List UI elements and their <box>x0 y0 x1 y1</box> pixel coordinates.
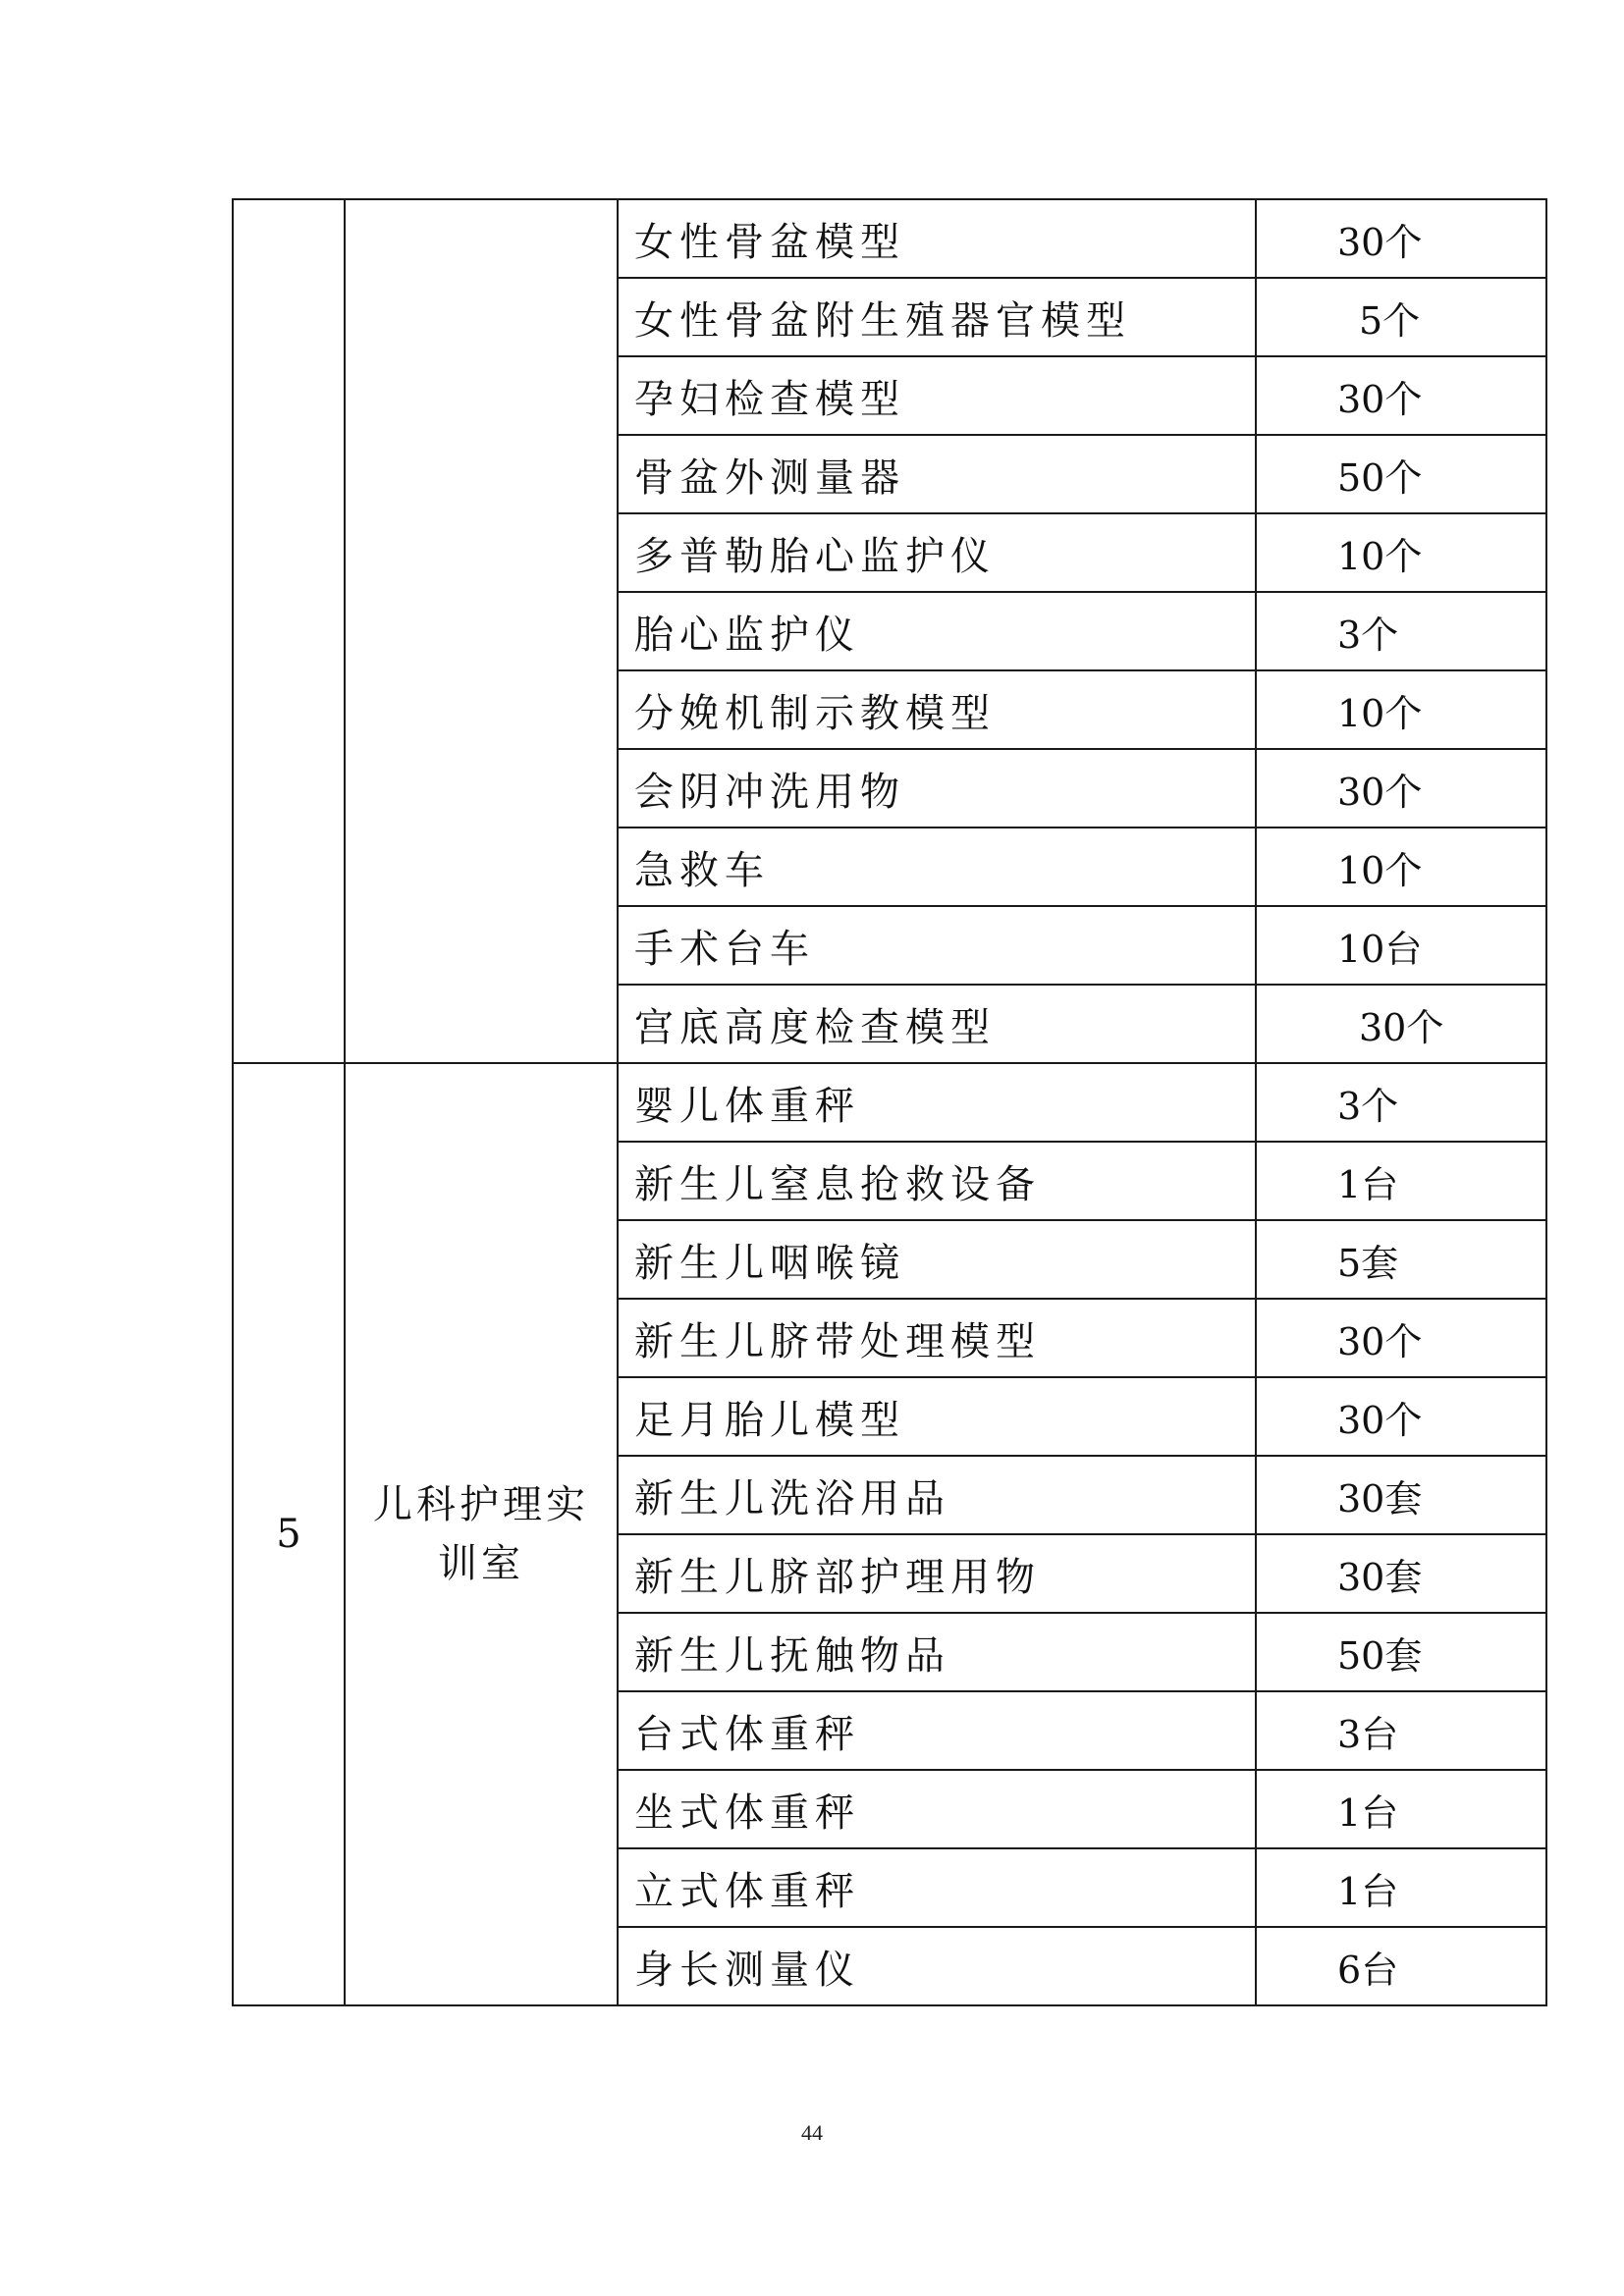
equipment-name: 急救车 <box>618 828 1256 906</box>
equipment-name: 宫底高度检查模型 <box>618 985 1256 1063</box>
equipment-name: 新生儿咽喉镜 <box>618 1220 1256 1299</box>
equipment-quantity: 30套 <box>1256 1534 1546 1613</box>
equipment-name: 胎心监护仪 <box>618 592 1256 670</box>
equipment-quantity: 30个 <box>1256 1377 1546 1456</box>
section-number-cell: 5 <box>233 1063 345 2005</box>
equipment-name: 女性骨盆模型 <box>618 199 1256 278</box>
equipment-name: 身长测量仪 <box>618 1927 1256 2005</box>
equipment-quantity: 3个 <box>1256 1063 1546 1142</box>
equipment-quantity: 3台 <box>1256 1691 1546 1770</box>
equipment-name: 新生儿脐部护理用物 <box>618 1534 1256 1613</box>
equipment-quantity: 1台 <box>1256 1770 1546 1848</box>
page-number: 44 <box>801 2120 823 2145</box>
equipment-name: 骨盆外测量器 <box>618 435 1256 513</box>
section-number-cell <box>233 199 345 1063</box>
equipment-name: 会阴冲洗用物 <box>618 749 1256 828</box>
equipment-name: 新生儿洗浴用品 <box>618 1456 1256 1534</box>
equipment-name: 女性骨盆附生殖器官模型 <box>618 278 1256 356</box>
equipment-quantity: 30个 <box>1256 985 1546 1063</box>
equipment-quantity: 10台 <box>1256 906 1546 985</box>
equipment-name: 婴儿体重秤 <box>618 1063 1256 1142</box>
equipment-table <box>232 198 1547 2006</box>
equipment-name: 台式体重秤 <box>618 1691 1256 1770</box>
table-row <box>233 199 1546 278</box>
equipment-name: 坐式体重秤 <box>618 1770 1256 1848</box>
equipment-quantity: 5套 <box>1256 1220 1546 1299</box>
equipment-name: 新生儿脐带处理模型 <box>618 1299 1256 1377</box>
equipment-quantity: 30个 <box>1256 749 1546 828</box>
equipment-name: 新生儿抚触物品 <box>618 1613 1256 1691</box>
equipment-name: 多普勒胎心监护仪 <box>618 513 1256 592</box>
room-name-cell <box>345 199 618 1063</box>
room-name-line: 儿科护理实 <box>373 1482 589 1527</box>
equipment-quantity: 30个 <box>1256 1299 1546 1377</box>
equipment-name: 孕妇检查模型 <box>618 356 1256 435</box>
equipment-quantity: 50个 <box>1256 435 1546 513</box>
equipment-name: 分娩机制示教模型 <box>618 670 1256 749</box>
equipment-quantity: 50套 <box>1256 1613 1546 1691</box>
equipment-quantity: 5个 <box>1256 278 1546 356</box>
equipment-quantity: 30个 <box>1256 356 1546 435</box>
equipment-name: 手术台车 <box>618 906 1256 985</box>
equipment-quantity: 30套 <box>1256 1456 1546 1534</box>
equipment-quantity: 30个 <box>1256 199 1546 278</box>
room-name-cell <box>345 1063 618 2005</box>
equipment-quantity: 1台 <box>1256 1142 1546 1220</box>
equipment-quantity: 1台 <box>1256 1848 1546 1927</box>
equipment-quantity: 10个 <box>1256 513 1546 592</box>
room-name-line: 训室 <box>438 1541 524 1586</box>
equipment-name: 新生儿窒息抢救设备 <box>618 1142 1256 1220</box>
equipment-quantity: 3个 <box>1256 592 1546 670</box>
equipment-quantity: 10个 <box>1256 670 1546 749</box>
equipment-name: 足月胎儿模型 <box>618 1377 1256 1456</box>
equipment-quantity: 10个 <box>1256 828 1546 906</box>
equipment-quantity: 6台 <box>1256 1927 1546 2005</box>
equipment-name: 立式体重秤 <box>618 1848 1256 1927</box>
table-row <box>233 1063 1546 1142</box>
